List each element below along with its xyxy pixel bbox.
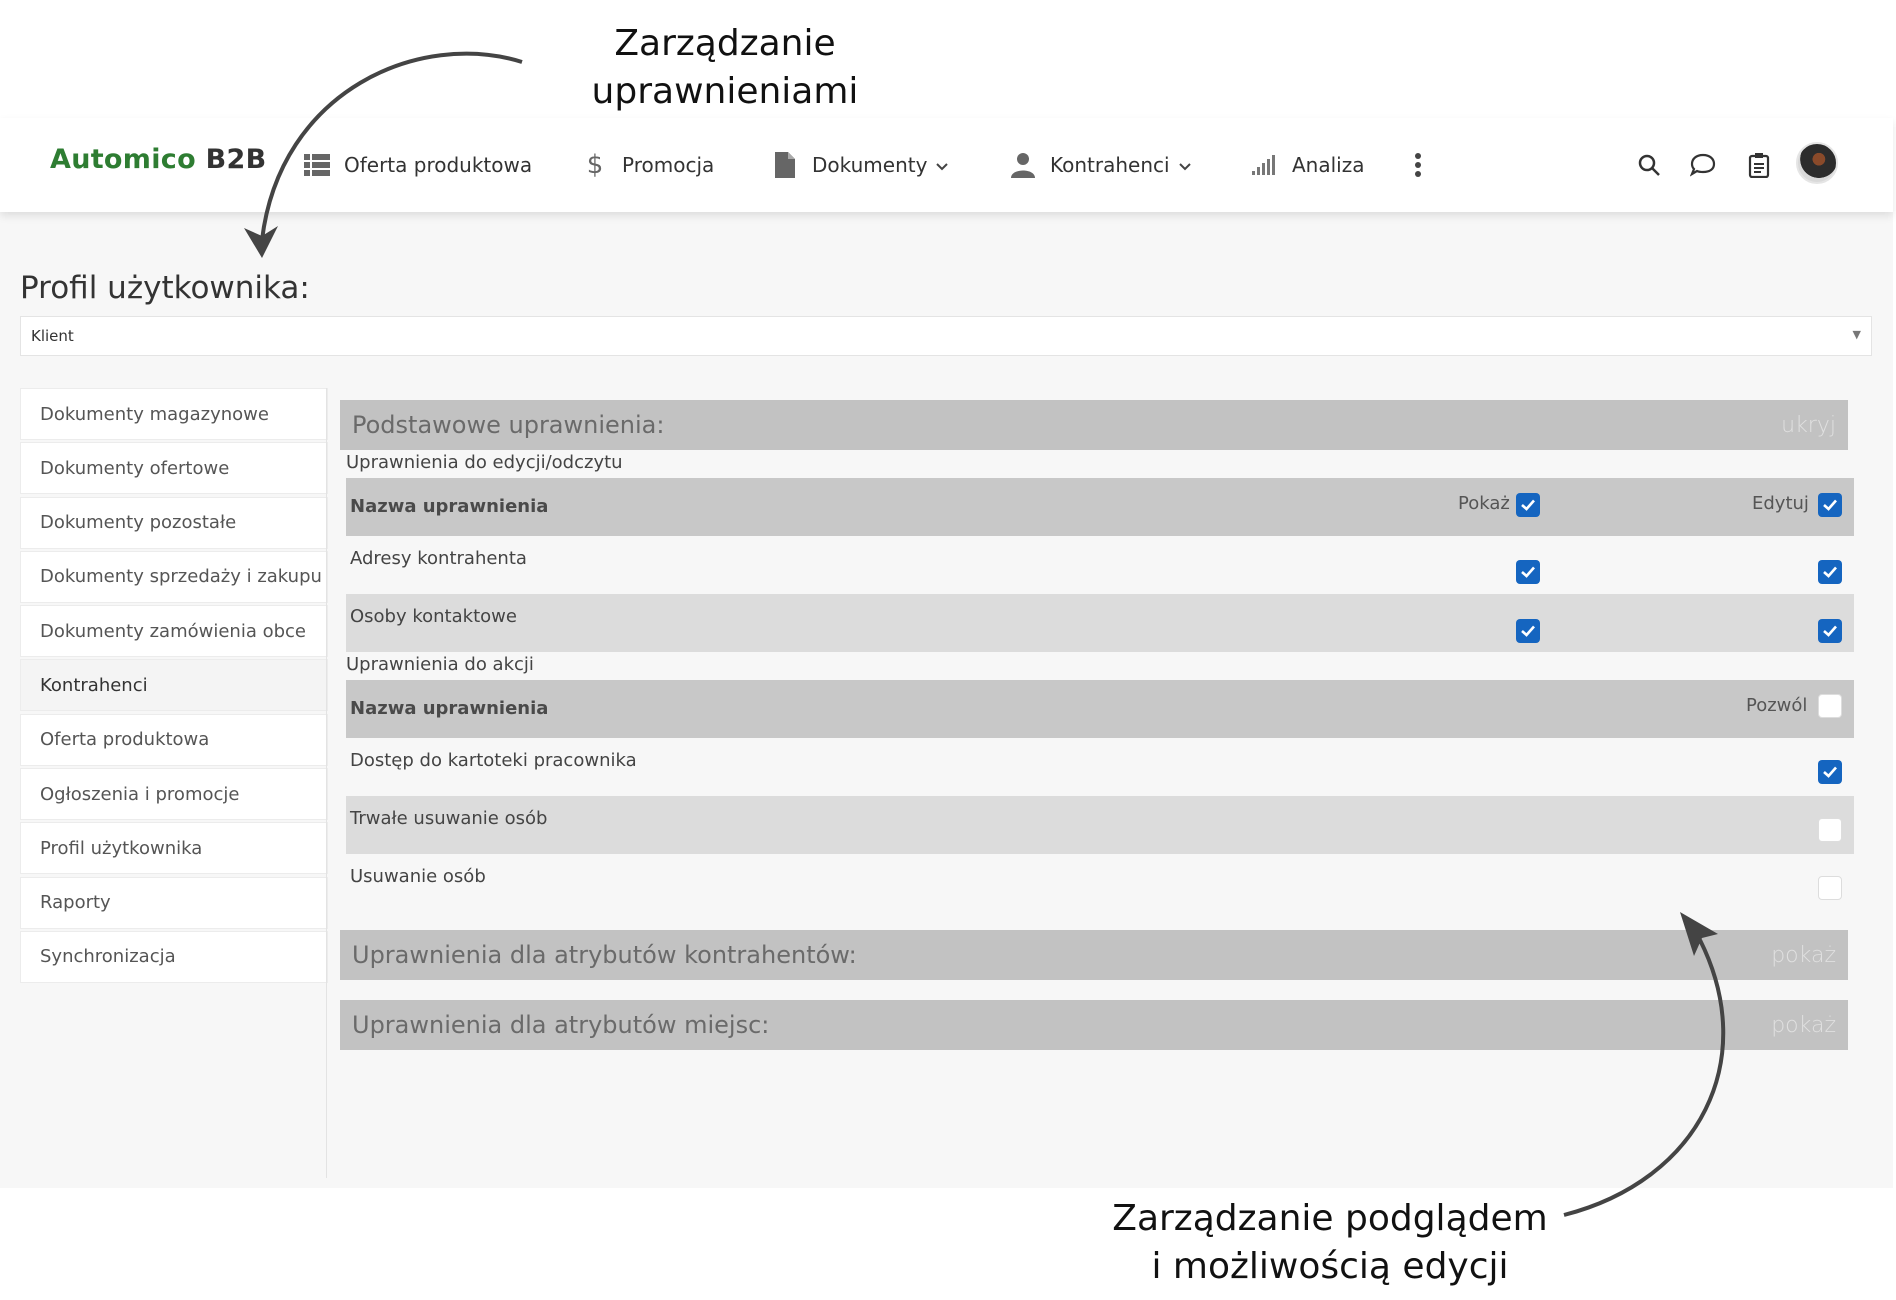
brand-main: Automico [50, 144, 196, 175]
check-icon [1519, 563, 1537, 581]
sidebar-divider [326, 388, 327, 1178]
avatar[interactable] [1796, 142, 1838, 184]
nav-oferta-produktowa[interactable] [302, 148, 532, 182]
profile-title: Profil użytkownika: [20, 270, 310, 306]
table-row [346, 594, 1854, 652]
actions-label: Uprawnienia do akcji [346, 654, 534, 675]
row-edit-checkbox[interactable] [1818, 619, 1842, 643]
section-attr-places-toggle[interactable]: pokaż [1771, 1012, 1836, 1038]
navbar [0, 118, 1893, 212]
sidebar-item-dokumenty-ofertowe[interactable]: Dokumenty ofertowe [20, 442, 328, 494]
nav-label: Dokumenty [812, 153, 928, 177]
section-attr-places-header[interactable] [340, 1000, 1848, 1050]
section-attr-places-title: Uprawnienia dla atrybutów miejsc: [352, 1011, 770, 1039]
check-icon [1519, 496, 1537, 514]
section-attr-contractors-toggle[interactable]: pokaż [1771, 942, 1836, 968]
profile-select[interactable] [20, 316, 1872, 356]
row-allow-checkbox[interactable] [1818, 876, 1842, 900]
chevron-down-icon [1178, 153, 1192, 177]
section-basic-toggle[interactable]: ukryj [1781, 412, 1836, 438]
edit-read-table-header [346, 478, 1854, 536]
check-icon [1821, 496, 1839, 514]
section-attr-contractors-header[interactable] [340, 930, 1848, 980]
chat-icon[interactable] [1686, 148, 1720, 182]
sidebar-item-dokumenty-sprzedazy[interactable]: Dokumenty sprzedaży i zakupu [20, 551, 328, 603]
app-window [0, 118, 1893, 1188]
edit-read-label: Uprawnienia do edycji/odczytu [346, 452, 623, 473]
more-vertical-icon[interactable] [1401, 148, 1435, 182]
brand-suffix: B2B [205, 144, 267, 175]
sidebar-item-ogloszenia[interactable]: Ogłoszenia i promocje [20, 768, 328, 820]
annotation-top-line1: Zarządzanie [614, 23, 836, 64]
list-icon [302, 150, 332, 180]
sidebar-item-oferta-produktowa[interactable]: Oferta produktowa [20, 714, 328, 766]
row-name: Osoby kontaktowe [350, 606, 517, 627]
nav-label: Kontrahenci [1050, 153, 1170, 177]
nav-label: Analiza [1292, 153, 1365, 177]
table-row [346, 796, 1854, 854]
sidebar-item-dokumenty-zamowienia[interactable]: Dokumenty zamówienia obce [20, 605, 328, 657]
section-basic-header[interactable] [340, 400, 1848, 450]
dollar-icon: $ [586, 150, 604, 180]
brand-logo[interactable] [50, 144, 266, 175]
row-name: Dostęp do kartoteki pracownika [350, 750, 637, 771]
row-show-checkbox[interactable] [1516, 619, 1540, 643]
row-name: Adresy kontrahenta [350, 548, 527, 569]
header-show-checkbox[interactable] [1516, 493, 1540, 517]
row-allow-checkbox[interactable] [1818, 818, 1842, 842]
sidebar-item-dokumenty-magazynowe[interactable]: Dokumenty magazynowe [20, 388, 328, 440]
table-row [346, 536, 1854, 594]
check-icon [1821, 563, 1839, 581]
table-row [346, 854, 1854, 912]
row-name: Usuwanie osób [350, 866, 486, 887]
clipboard-icon[interactable] [1742, 148, 1776, 182]
user-icon [1008, 150, 1038, 180]
header-allow-checkbox[interactable] [1818, 694, 1842, 718]
profile-select-value: Klient [31, 327, 74, 345]
check-icon [1821, 763, 1839, 781]
check-icon [1519, 622, 1537, 640]
nav-promocja[interactable] [580, 148, 714, 182]
sidebar-item-dokumenty-pozostale[interactable]: Dokumenty pozostałe [20, 497, 328, 549]
signal-bars-icon [1250, 150, 1280, 180]
annotation-bottom-line2: i możliwością edycji [1151, 1246, 1509, 1287]
nav-dokumenty[interactable] [770, 148, 949, 182]
sidebar [20, 388, 328, 985]
annotation-bottom [1090, 1195, 1570, 1291]
check-icon [1821, 622, 1839, 640]
row-show-checkbox[interactable] [1516, 560, 1540, 584]
col-allow-label: Pozwól [1746, 695, 1808, 716]
chevron-down-icon [935, 153, 949, 177]
nav-label: Promocja [622, 153, 715, 177]
actions-table-header [346, 680, 1854, 738]
sidebar-item-synchronizacja[interactable]: Synchronizacja [20, 931, 328, 983]
col-edit-label: Edytuj [1752, 493, 1809, 514]
row-allow-checkbox[interactable] [1818, 760, 1842, 784]
header-name: Nazwa uprawnienia [350, 496, 549, 517]
sidebar-item-kontrahenci[interactable]: Kontrahenci [20, 659, 328, 711]
section-basic-title: Podstawowe uprawnienia: [352, 411, 665, 439]
annotation-bottom-line1: Zarządzanie podglądem [1112, 1198, 1548, 1239]
section-attr-contractors-title: Uprawnienia dla atrybutów kontrahentów: [352, 941, 857, 969]
search-icon[interactable] [1632, 148, 1666, 182]
document-icon [770, 150, 800, 180]
row-edit-checkbox[interactable] [1818, 560, 1842, 584]
sidebar-item-profil[interactable]: Profil użytkownika [20, 822, 328, 874]
header-edit-checkbox[interactable] [1818, 493, 1842, 517]
nav-label: Oferta produktowa [344, 153, 533, 177]
nav-analiza[interactable] [1250, 148, 1364, 182]
nav-kontrahenci[interactable] [1008, 148, 1192, 182]
col-show-label: Pokaż [1458, 493, 1510, 514]
sidebar-item-raporty[interactable]: Raporty [20, 877, 328, 929]
row-name: Trwałe usuwanie osób [350, 808, 548, 829]
select-arrow-icon: ▼ [1852, 328, 1861, 341]
header-name: Nazwa uprawnienia [350, 698, 549, 719]
annotation-top-line2: uprawnieniami [591, 71, 859, 112]
table-row [346, 738, 1854, 796]
